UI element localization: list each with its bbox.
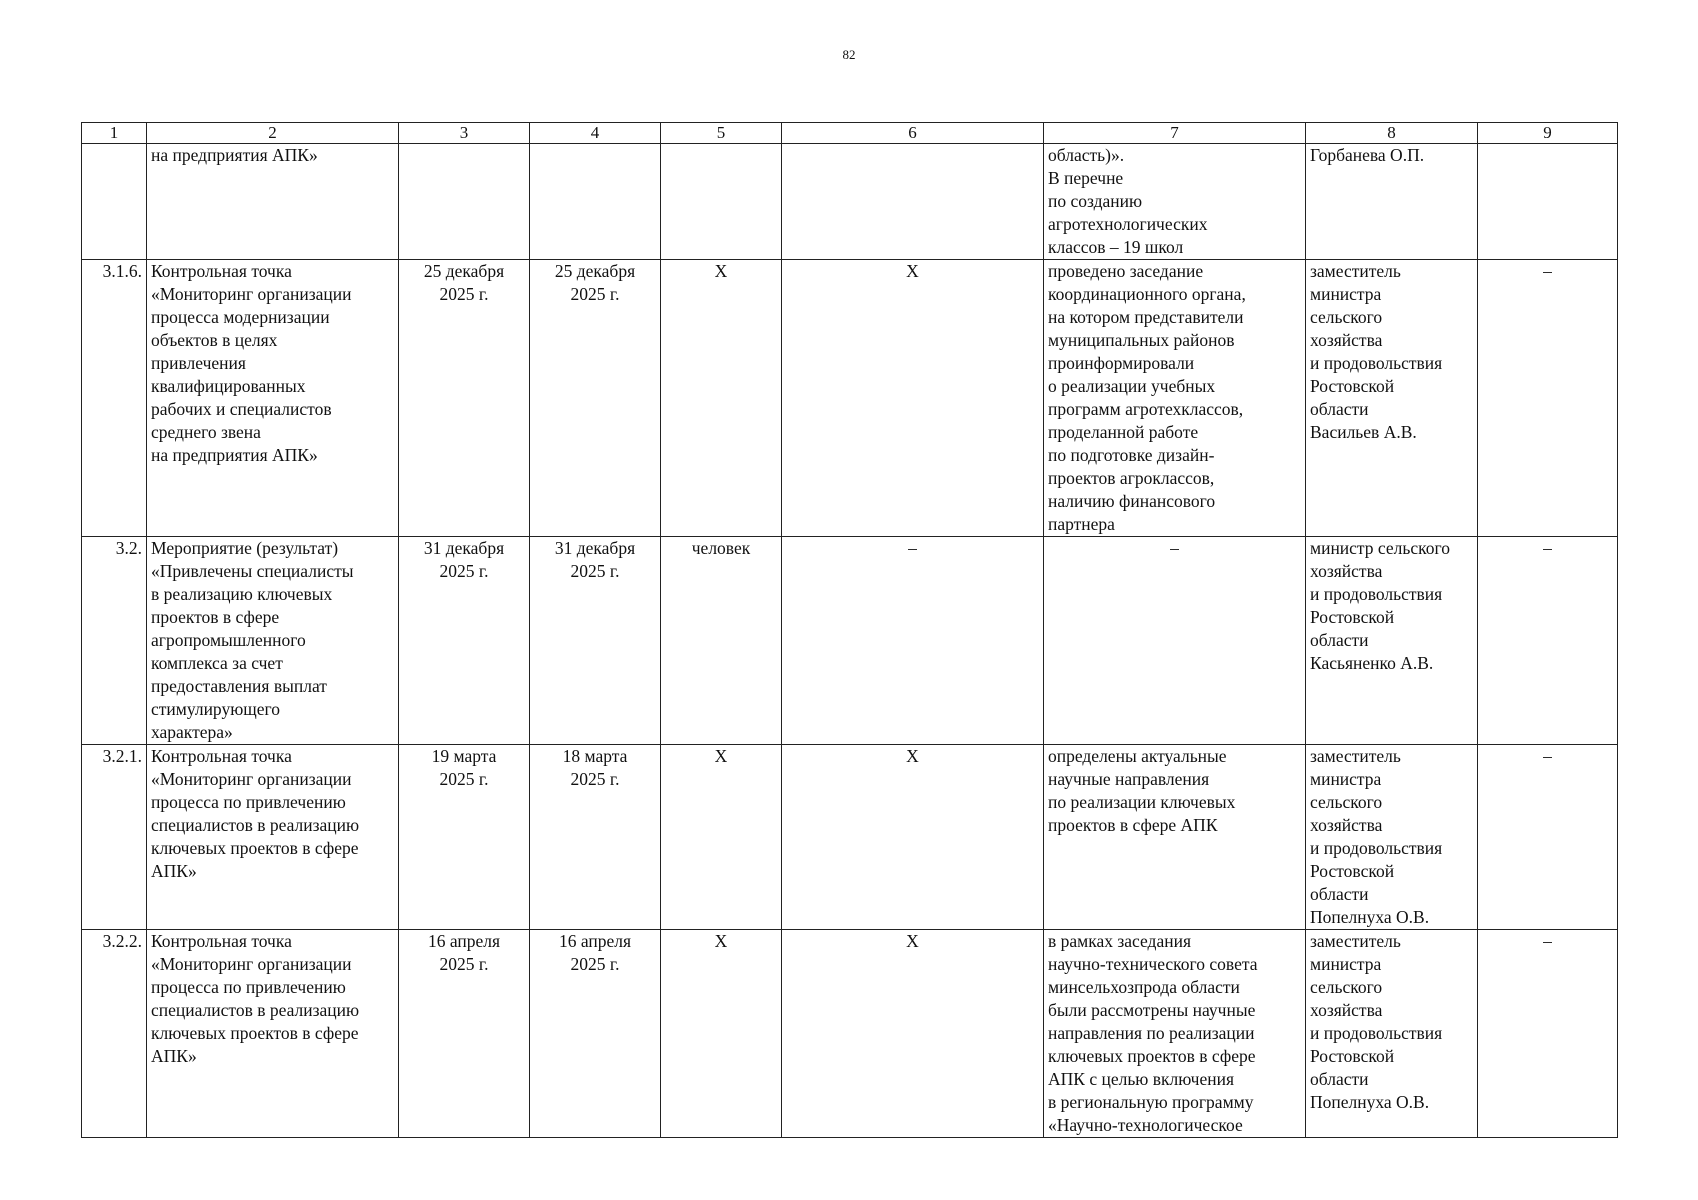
- column-9-cell: –: [1478, 930, 1618, 1138]
- plan-date-cell: 31 декабря 2025 г.: [399, 537, 530, 745]
- fact-date-cell: [530, 144, 661, 260]
- column-header: 8: [1306, 123, 1478, 144]
- responsible-cell: Горбанева О.П.: [1306, 144, 1478, 260]
- row-number-cell: 3.1.6.: [82, 260, 147, 537]
- page-number: 82: [842, 47, 856, 62]
- row-number-cell: [82, 144, 147, 260]
- item-name-cell: Контрольная точка «Мониторинг организации процесса модернизации объектов в целях привлечения квалифицированных рабочих и специалистов среднего звена на предприятия АПК»: [147, 260, 399, 537]
- row-number-cell: 3.2.: [82, 537, 147, 745]
- column-6-cell: Х: [782, 745, 1044, 930]
- column-header: 5: [661, 123, 782, 144]
- fact-date-cell: 25 декабря 2025 г.: [530, 260, 661, 537]
- plan-date-cell: [399, 144, 530, 260]
- column-header: 3: [399, 123, 530, 144]
- column-header: 4: [530, 123, 661, 144]
- column-header: 6: [782, 123, 1044, 144]
- column-9-cell: –: [1478, 745, 1618, 930]
- table-row: [82, 260, 1618, 537]
- status-info-cell: –: [1044, 537, 1306, 745]
- item-name-cell: на предприятия АПК»: [147, 144, 399, 260]
- responsible-cell: заместитель министра сельского хозяйства и продовольствия Ростовской области Попелнуха О.В.: [1306, 745, 1478, 930]
- column-header: 9: [1478, 123, 1618, 144]
- column-6-cell: Х: [782, 260, 1044, 537]
- row-number-cell: 3.2.1.: [82, 745, 147, 930]
- responsible-cell: заместитель министра сельского хозяйства и продовольствия Ростовской области Попелнуха О.В.: [1306, 930, 1478, 1138]
- fact-date-cell: 18 марта 2025 г.: [530, 745, 661, 930]
- column-9-cell: –: [1478, 537, 1618, 745]
- report-table: [81, 122, 1618, 1138]
- unit-cell: человек: [661, 537, 782, 745]
- item-name-cell: Мероприятие (результат) «Привлечены специалисты в реализацию ключевых проектов в сфере агропромышленного комплекса за счет предоставления выплат стимулирующего характера»: [147, 537, 399, 745]
- status-info-cell: проведено заседание координационного органа, на котором представители муниципальных районов проинформировали о реализации учебных программ агротехклассов, проделанной работе по подготовке дизайн- проектов агроклассов, наличию финансового партнера: [1044, 260, 1306, 537]
- unit-cell: Х: [661, 260, 782, 537]
- plan-date-cell: 16 апреля 2025 г.: [399, 930, 530, 1138]
- item-name-cell: Контрольная точка «Мониторинг организации процесса по привлечению специалистов в реализацию ключевых проектов в сфере АПК»: [147, 930, 399, 1138]
- responsible-cell: министр сельского хозяйства и продовольствия Ростовской области Касьяненко А.В.: [1306, 537, 1478, 745]
- unit-cell: [661, 144, 782, 260]
- column-6-cell: –: [782, 537, 1044, 745]
- column-6-cell: [782, 144, 1044, 260]
- fact-date-cell: 16 апреля 2025 г.: [530, 930, 661, 1138]
- item-name-cell: Контрольная точка «Мониторинг организации процесса по привлечению специалистов в реализацию ключевых проектов в сфере АПК»: [147, 745, 399, 930]
- responsible-cell: заместитель министра сельского хозяйства и продовольствия Ростовской области Васильев А.В.: [1306, 260, 1478, 537]
- column-9-cell: –: [1478, 260, 1618, 537]
- row-number-cell: 3.2.2.: [82, 930, 147, 1138]
- column-9-cell: [1478, 144, 1618, 260]
- table-row: [82, 144, 1618, 260]
- status-info-cell: в рамках заседания научно-технического совета минсельхозпрода области были рассмотрены научные направления по реализации ключевых проектов в сфере АПК с целью включения в региональную программу «Научно-технологическое: [1044, 930, 1306, 1138]
- table-row: [82, 930, 1618, 1138]
- column-header: 2: [147, 123, 399, 144]
- table-header-row: [82, 123, 1618, 144]
- column-header: 7: [1044, 123, 1306, 144]
- unit-cell: Х: [661, 930, 782, 1138]
- unit-cell: Х: [661, 745, 782, 930]
- fact-date-cell: 31 декабря 2025 г.: [530, 537, 661, 745]
- plan-date-cell: 25 декабря 2025 г.: [399, 260, 530, 537]
- column-6-cell: Х: [782, 930, 1044, 1138]
- table-row: [82, 537, 1618, 745]
- status-info-cell: определены актуальные научные направления по реализации ключевых проектов в сфере АПК: [1044, 745, 1306, 930]
- table-row: [82, 745, 1618, 930]
- plan-date-cell: 19 марта 2025 г.: [399, 745, 530, 930]
- column-header: 1: [82, 123, 147, 144]
- status-info-cell: область)». В перечне по созданию агротехнологических классов – 19 школ: [1044, 144, 1306, 260]
